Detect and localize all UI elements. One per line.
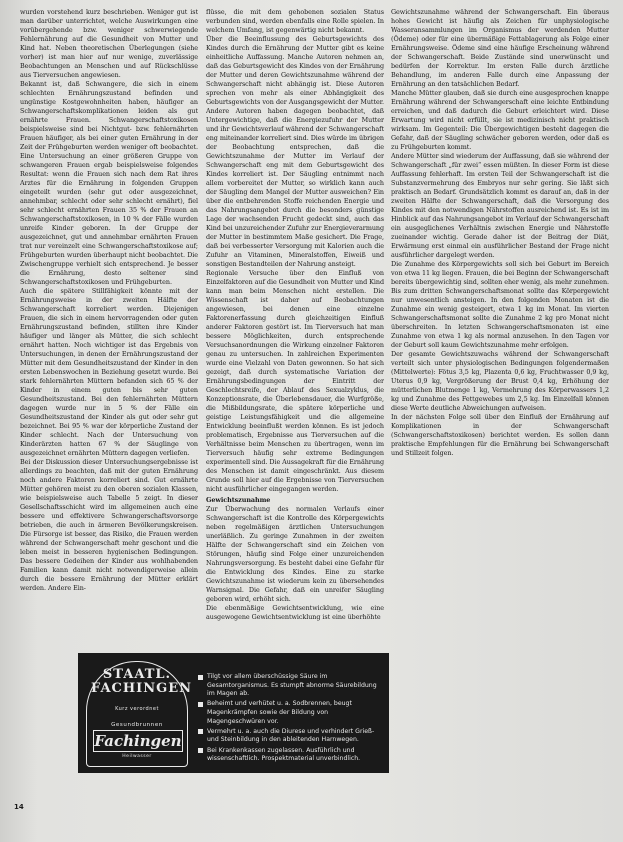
ad-benefit-list [198,673,384,765]
paragraph: Andere Mütter sind wiederum der Auffassung, daß sie während der Schwangerschaft „für zwei“ essen müßten. In dieser Form ist diese Auffassung fehlerhaft. Im ersten Teil der Schwangerschaft ist die Substanzvermehrung des Embryos nur sehr gering. Sie läßt sich praktisch an Bedarf. Grundsätzlich kommt es darauf an, daß in der zweiten Hälfte der Schwangerschaft, daß die Versorgung des Kindes mit den notwendigen Nährstoffen ausreichend ist. Es ist im Hinblick auf das Nahrungsangebot im Verlauf der Schwangerschaft ein ausgeglichenes Verhältnis zwischen Energie und Nährstoffe zueinander wichtig. Gerade daher ist der Beitrag der Diät, Erwärmung erst einmal ein ausführlicher Bestand der Frage nicht ausführlicher dargelegt werden. [391,152,609,259]
text-column-middle [206,8,384,653]
logo-brand-bottom: Heilwasser [122,754,152,759]
text-column-left [20,8,198,653]
paragraph: Der gesamte Gewichtszuwachs während der Schwangerschaft verteilt sich unter physiologischen Bedingungen folgendermaßen (Mittelwerte): Fötus 3,5 kg, Plazenta 0,6 kg, Fruchtwasser 0,9 kg, Uterus 0,9 kg, Vergrößerung der Brust 0,4 kg, Erhöhung der mütterlichen Blutmenge 1 kg, Vermehrung des Körperwassers 1,2 kg und Zunahme des Fettgewebes um 2,5 kg. Im Einzelfall können diese Werte deutliche Abweichungen aufweisen. [391,350,609,412]
paragraph: Die ebenmäßige Gewichtsentwicklung, wie eine ausgewogene Gewichtsentwicklung ist eine überhöhte [206,604,384,621]
logo-title: STAATL. FACHINGEN [91,667,193,696]
paragraph: Bekannt ist, daß Schwangere, die sich in einem schlechten Ernährungszustand befinden und ungünstige Kostgewohnheiten haben, häufiger an Schwangerschaftskomplikationen leiden als gut ernährte Frauen. Schwangerschaftstoxikosen beispielsweise sind bei Nichtgut- bzw. fehlernährten Frauen häufiger, als bei einer guten Ernährung in der Zeit der Frühgeburten werden weniger oft beobachtet. Eine Untersuchung an einer größeren Gruppe von schwangeren Frauen ergab beispielsweise folgendes Resultat: wenn die Frauen sich nach dem Rat ihres Arztes für die Ernährung in folgenden Gruppen eingeteilt wurden (sehr gut oder ausgezeichnet, annehmbar, schlecht oder sehr schlecht ernährt), fiel sehr schlecht ernährten Frauen 35 % der Frauen an Schwangerschaftstoxikosen, in 10 % der Fälle wurden unreife Kinder geboren. In der Gruppe der ausgezeichnet, gut und annehmbar ernährten Frauen trat nur vereinzelt eine Schwangerschaftstoxikose auf; Frühgeburten wurden überhaupt nicht beobachtet. Die Zwischengruppe verhielt sich entsprechend. Je besser die Ernährung, desto seltener sind Schwangerschaftstoxikosen und Frühgeburten. [20,80,198,286]
paragraph: flüsse, die mit dem gehobenen sozialen Status verbunden sind, werden ebenfalls eine Rolle spielen. In welchem Umfang, ist gegenwärtig nicht bekannt. [206,8,384,34]
list-item [198,728,384,745]
page-number: 14 [14,803,24,811]
ad-item-text: Bei Krankenkassen zugelassen. Ausführlich und wissenschaftlich. Prospektmaterial unverbindlich. [207,746,361,763]
ad-item-text: Tilgt vor allem überschüssige Säure im Gesamtorganismus. Es stumpft abnorme Säurebildung im Magen ab. [207,673,377,698]
paragraph: Über die Beeinflussung des Geburtsgewichts des Kindes durch die Ernährung der Mutter gibt es keine einheitliche Auffassung. Manche Autoren nehmen an, daß das Geburtsgewicht des Kindes von der Ernährung der Mutter und deren Gewichtszunahme während der Schwangerschaft nicht abhängig ist. Diese Autoren sprechen von mehr als einer Abhängigkeit des Geburtsgewichts von der Ausgangsgewicht der Mutter. Andere Autoren haben dagegen beobachtet, daß Untergewichtige, daß die Energiezufuhr der Mutter und ihr Gewichtsverlauf während der Schwangerschaft eng miteinander korreliert sind. Dies würde im übrigen der Beobachtung entsprechen, daß die Gewichtszunahme der Mutter im Verlauf der Schwangerschaft eng mit dem Geburtsgewicht des Kindes korreliert ist. Der Säugling entnimmt nach allem vorbereitet der Mutter, so wirklich kann auch der Säugling dem Mangel der Mutter ausweichen? Ein über die entbehrenden Stoffe reichenden Energie und das Nahrungsangebot durch die besonders günstige Lage der wachsenden Frucht gedeckt sind, auch das Kind bei unzureichender Zufuhr zur Energieverarmung der Mutter in bestimmtem Maße gesichert. Die Frage, daß bei verbesserter Versorgung mit Kalorien auch die Zufuhr an Vitaminen, Mineralstoffen, Eiweiß und sonstigen Bestandteilen der Nahrung ansteigt. [206,35,384,268]
paragraph: Die Zunahme des Körpergewichts soll sich bei Geburt im Bereich von etwa 11 kg liegen. Frauen, die bei Beginn der Schwangerschaft bereits übergewichtig sind, sollten eher wenig, als mehr zunehmen. Bis zum dritten Schwangerschaftsmonat sollte das Körpergewicht nur unwesentlich ansteigen. In den folgenden Monaten ist die Zunahme ein wenig gesteigert, etwa 1 kg im Monat. Im vierten Schwangerschaftsmonat sollte die Zunahme 2 kg pro Monat nicht überschreiten. In letzten Schwangerschaftsmonaten ist eine Zunahme von etwa 1 kg als normal anzusehen. In den Tagen vor der Geburt soll kaum Gewichtszunahme mehr erfolgen. [391,260,609,349]
paragraph: Regionale Versuche über den Einfluß von Einzelfaktoren auf die Gesundheit von Mutter und Kind kann man beim Menschen nicht erstellen. Die Wissenschaft ist daher auf Beobachtungen angewiesen, bei denen eine einzelne Faktorenerfassung durch gleichzeitigen Einfluß anderer Faktoren gestört ist. Im Tierversuch hat man bessere Möglichkeiten, durch entsprechende Versuchsanordnungen die Wirkung einzelner Faktoren genau zu untersuchen. In zahlreichen Experimenten wurde eine Vielzahl von Daten gewonnen. So hat sich gezeigt, daß durch systematische Variation der Ernährungsbedingungen der Eintritt der Geschlechtsreife, der Ablauf des Sexualzyklus, die Konzeptionsrate, die Überlebensdauer, die Wurfgröße, die Mißbildungsrate, die spätere körperliche und geistige Leistungsfähigkeit und die allgemeine Entwicklung beeinflußt werden können. Es ist jedoch problematisch, Ergebnisse aus Tierversuchen auf die Verhältnisse beim Menschen zu übertragen, wenn im Tierversuch häufig sehr extreme Bedingungen experimentell sind. Die Aussagekraft für die Ernährung des Menschen ist damit eingeschränkt. Aus diesem Grunde soll hier auf die Ergebnisse von Tierversuchen nicht ausführlicher eingegangen werden. [206,269,384,493]
brand-logo [86,661,193,767]
list-item [198,747,384,764]
square-bullet-icon [198,748,203,753]
logo-brand-name: Fachingen [94,732,182,750]
section-heading: Gewichtszunahme [206,496,271,504]
paragraph: Bei der Diskussion dieser Untersuchungsergebnisse ist allerdings zu beachten, daß mit der guten Ernährung noch andere Faktoren korreliert sind. Gut ernährte Mütter gehören meist zu den oberen sozialen Klassen, wie beispielsweise auch Tabelle 5 zeigt. In dieser Gesellschaftsschicht wird im allgemeinen auch eine bessere und effektivere Schwangerschaftsvorsorge betrieben, die auch in ärmeren Bevölkerungskreisen. Die Fürsorge ist besser, das Risiko, die Frauen werden während der Schwangerschaft mehr geschont und die leben meist in besseren hygienischen Bedingungen. Das bessere Gedeihen der Kinder aus wohlhabenden Familien kann damit nicht notwendigerweise allein durch die bessere Ernährung der Mütter erklärt werden. Andere Ein- [20,458,198,592]
advertisement-fachingen [78,653,389,773]
square-bullet-icon [198,729,203,734]
paragraph: Gewichtszunahme während der Schwangerschaft. Ein überaus hohes Gewicht ist häufig als Zeichen für unphysiologische Wasseransammlungen im Organismus der werdenden Mutter (Ödeme) oder für eine übermäßige Fettablagerung als Folge einer Ernährungsweise. Ödeme sind eine häufige Erscheinung während der Schwangerschaft. Beide Zustände sind unerwünscht und bedürfen der Korrektur. Im ersten Falle durch ärztliche Behandlung, im anderen Falle durch eine Anpassung der Ernährung an den tatsächlichen Bedarf. [391,8,609,88]
text-column-right [391,8,609,808]
paragraph: Auch die spätere Stillfähigkeit könnte mit der Ernährungsweise in der zweiten Hälfte der Schwangerschaft korreliert werden. Diejenigen Frauen, die sich in einem hervorragenden oder guten Ernährungszustand befinden, stillten ihre Kinder häufiger und länger als Mütter, die sich schlecht ernährt hatten. Noch wichtiger ist das Ergebnis von Untersuchungen, in denen der Ernährungszustand der Mütter mit dem Gesundheitszustand der Kinder in den ersten Lebenswochen in Beziehung gesetzt wurde. Bei stark fehlernährten Müttern befanden sich 65 % der Kinder in einem guten bis sehr guten Gesundheitszustand. Bei den fehlernährten Müttern dagegen wurde nur in 5 % der Fälle ein Gesundheitszustand der Kinder als gut oder sehr gut bezeichnet. Bei 95 % war der körperliche Zustand der Kinder schlecht. Nach der Untersuchung von Kinderärzten hatten 67 % der Säuglinge von ausgezeichnet ernährten Müttern dagegen verliefen. [20,287,198,457]
square-bullet-icon [198,702,203,707]
paragraph: Zur Überwachung des normalen Verlaufs einer Schwangerschaft ist die Kontrolle des Körpergewichts neben regelmäßigen ärztlichen Untersuchungen unerläßlich. Zu geringe Zunahmen in der zweiten Hälfte der Schwangerschaft sind ein Zeichen von Störungen, häufig sind Folge einer unzureichenden Nahrungsversorgung. Es besteht dabei eine Gefahr für die Entwicklung des Kindes. Eine zu starke Gewichtszunahme ist wiederum kein zu übersehendes Warnsignal. Die Gefahr, daß ein unreifer Säugling geboren wird, erhöht sich. [206,505,384,603]
paragraph: wurden vorstehend kurz beschrieben. Weniger gut ist man darüber unterrichtet, welche Auswirkungen eine vorübergehende bzw. weniger schwerwiegende Fehlernährung auf die Gesundheit von Mutter und Kind hat. Neben theoretischen Überlegungen (siehe vorher) ist man hier auf nur wenige, zuverlässige Beobachtungen an Menschen und auf Rückschlüsse aus Tierversuchen angewiesen. [20,8,198,79]
list-item [198,700,384,726]
list-item [198,673,384,699]
paragraph: Manche Mütter glauben, daß sie durch eine ausgesprochen knappe Ernährung während der Schwangerschaft eine leichte Entbindung erreichen, und daß dadurch die Geburt erleichtert wird. Diese Erwartung wird nicht erfüllt, sie ist medizinisch nicht praktisch wirksam. Im Gegenteil: Die Übergewichtigen besteht dagegen die Gefahr, daß der Säugling schwächer geboren werden, oder daß es zu Frühgeburten kommt. [391,89,609,151]
ad-item-text: Vermehrt u. a. auch die Diurese und verhindert Grieß- und Steinbildung in den ableitenden Harnwegen. [207,727,375,744]
logo-brand-top: Gesundbrunnen [111,722,163,728]
paragraph: In der nächsten Folge soll über den Einfluß der Ernährung auf Komplikationen in der Schwangerschaft (Schwangerschaftstoxikosen) berichtet werden. Es sollen dann praktische Empfehlungen für die Ernährung bei Schwangerschaft und Stillzeit folgen. [391,413,609,457]
ad-item-text: Beheimt und verhütet u. a. Sodbrennen, beugt Magenkrämpfen sowie der Bildung von Magengeschwüren vor. [207,700,352,725]
square-bullet-icon [198,675,203,680]
logo-subtitle: Kurz verordnet [115,706,159,712]
